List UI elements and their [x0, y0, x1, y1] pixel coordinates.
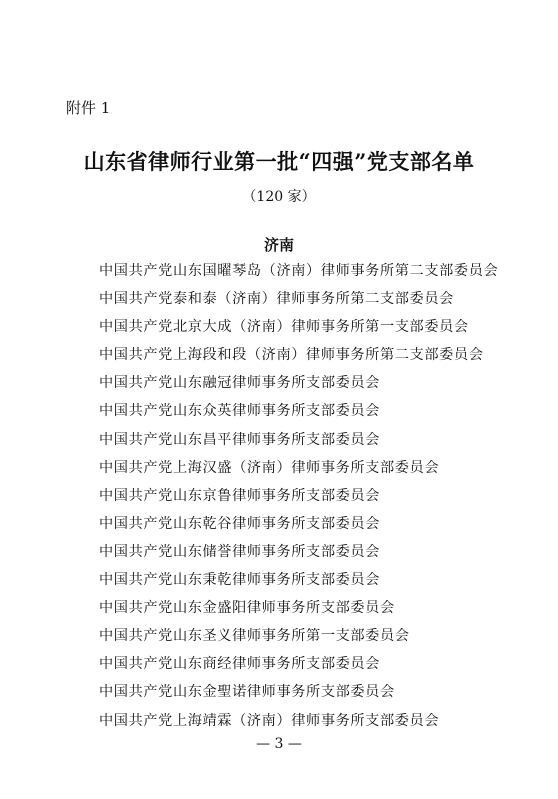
list-item: 中国共产党山东昌平律师事务所支部委员会	[99, 431, 380, 448]
list-item: 中国共产党山东圣义律师事务所第一支部委员会	[99, 628, 410, 645]
list-item: 中国共产党泰和泰（济南）律师事务所第二支部委员会	[99, 291, 454, 308]
list-item: 中国共产党上海段和段（济南）律师事务所第二支部委员会	[99, 347, 484, 364]
list-item: 中国共产党山东国曜琴岛（济南）律师事务所第二支部委员会	[99, 263, 499, 279]
branch-list	[99, 261, 498, 739]
list-item: 中国共产党山东众英律师事务所支部委员会	[99, 403, 380, 420]
list-item: 中国共产党山东金聖诺律师事务所支部委员会	[99, 684, 395, 701]
document-title: 山东省律师行业第一批“四强”党支部名单	[83, 149, 475, 174]
list-item: 中国共产党山东京鲁律师事务所支部委员会	[99, 487, 380, 504]
document-subtitle: （120 家）	[242, 189, 316, 205]
attachment-label: 附件 1	[66, 99, 111, 117]
list-item: 中国共产党上海汉盛（济南）律师事务所支部委员会	[99, 459, 440, 476]
list-item: 中国共产党山东秉乾律师事务所支部委员会	[99, 572, 380, 589]
list-item: 中国共产党山东融冠律师事务所支部委员会	[99, 375, 380, 392]
list-item: 中国共产党山东乾谷律师事务所支部委员会	[99, 515, 380, 532]
list-item: 中国共产党山东商经律师事务所支部委员会	[99, 656, 380, 673]
region-heading: 济南	[263, 236, 294, 254]
list-item: 中国共产党上海靖霖（济南）律师事务所支部委员会	[99, 712, 440, 729]
list-item: 中国共产党山东储誉律师事务所支部委员会	[99, 543, 380, 560]
list-item: 中国共产党山东金盛阳律师事务所支部委员会	[99, 600, 395, 617]
page-number: — 3 —	[256, 736, 302, 752]
list-item: 中国共产党北京大成（济南）律师事务所第一支部委员会	[99, 319, 469, 336]
